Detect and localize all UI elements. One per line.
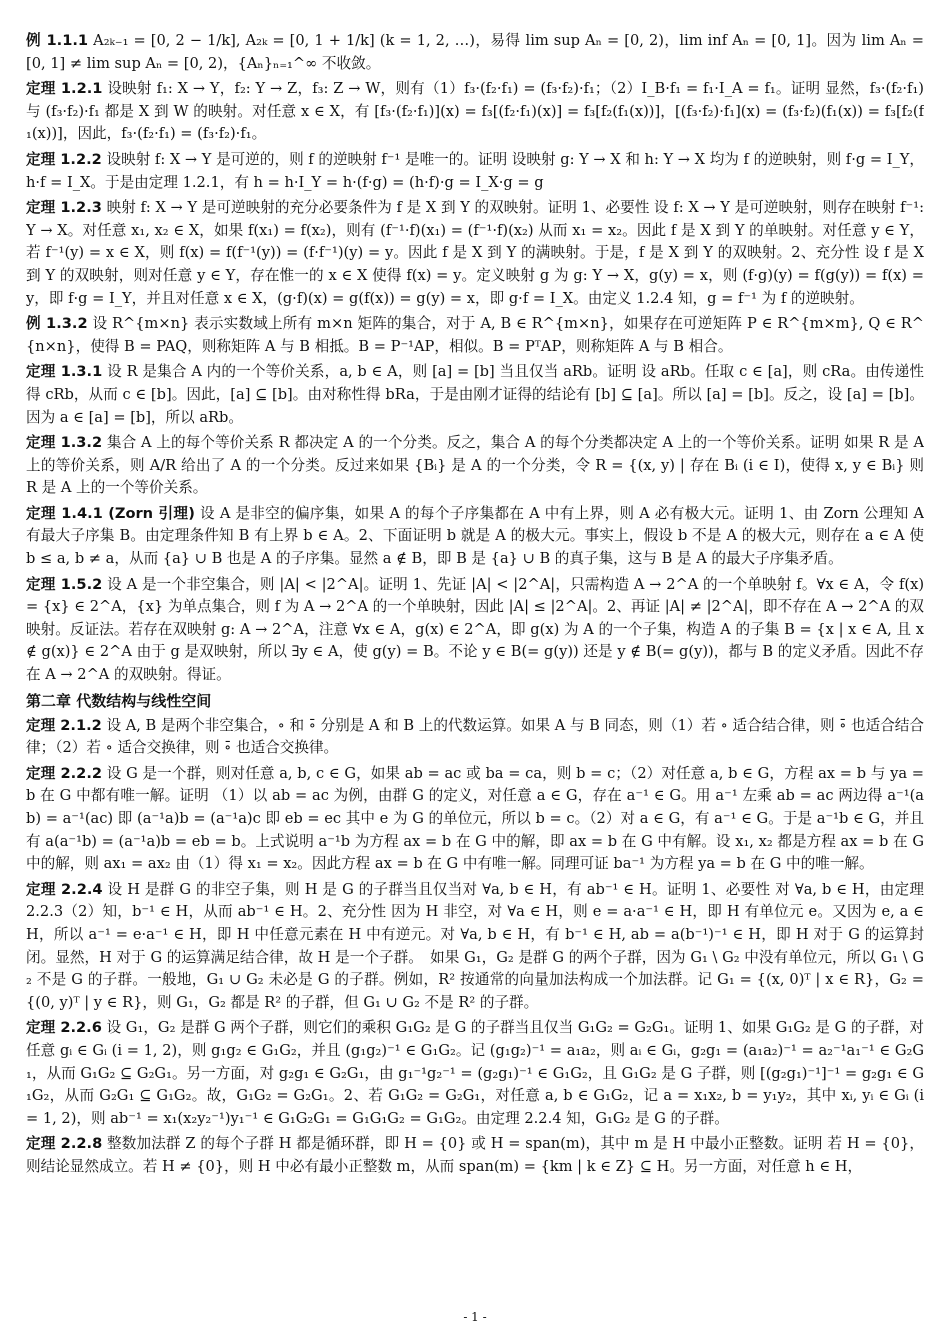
- theorem-text: A₂ₖ₋₁ = [0, 2 − 1/k], A₂ₖ = [0, 1 + 1/k] (k = 1, 2, …)，易得 lim sup Aₙ = [0, 2)，lim inf Aₙ = [0, 1]。因为 lim Aₙ = [0, 1] ≠ lim sup Aₙ = [0, 2)，{Aₙ}ₙ₌₁^∞ 不收敛。: [26, 32, 924, 72]
- theorem-text: 映射 f: X → Y 是可逆映射的充分必要条件为 f 是 X 到 Y 的双映射。证明 1、必要性 设 f: X → Y 是可逆映射，则存在映射 f⁻¹: Y → X。对任意 x₁, x₂ ∈ X，如果 f(x₁) = f(x₂)，则有 (f⁻¹·f)(x₁) = (f⁻¹·f)(x₂) 从而 x₁ = x₂。因此 f 是 X 到 Y 的单映射。对任意 y ∈ Y，若 f⁻¹(y) = x ∈ X，则 f(x) = f(f⁻¹(y)) = (f·f⁻¹)(y) = y。因此 f 是 X 到 Y 的满映射。于是，f 是 X 到 Y 的双映射。2、充分性 设 f 是 X 到 Y 的双映射，则对任意 y ∈ Y，存在惟一的 x ∈ X 使得 f(x) = y。定义映射 g 为 g: Y → X，g(y) = x，则 (f·g)(y) = f(g(y)) = f(x) = y，即 f·g = I_Y，并且对任意 x ∈ X，(g·f)(x) = g(f(x)) = g(y) = x，即 g·f = I_X。由定义 1.2.4 知，g = f⁻¹ 为 f 的逆映射。: [26, 199, 924, 307]
- theorem-text: 设 G 是一个群，则对任意 a, b, c ∈ G，如果 ab = ac 或 ba = ca，则 b = c；（2）对任意 a, b ∈ G，方程 ax = b 与 ya = b 在 G 中都有唯一解。证明 （1）以 ab = ac 为例，由群 G 的定义，对任意 a ∈ G，存在 a⁻¹ ∈ G。用 a⁻¹ 左乘 ab = ac 两边得 a⁻¹(ab) = a⁻¹(ac) 即 (a⁻¹a)b = (a⁻¹a)c 即 eb = ec 其中 e 为 G 的单位元，所以 b = c。（2）对 a ∈ G，有 a⁻¹ ∈ G。于是 a⁻¹b ∈ G，并且有 a(a⁻¹b) = (a⁻¹a)b = eb = b。上式说明 a⁻¹b 为方程 ax = b 在 G 中的解，即 ax = b 在 G 中有解。设 x₁, x₂ 都是方程 ax = b 在 G 中的解，则 ax₁ = ax₂ 由（1）得 x₁ = x₂。因此方程 ax = b 在 G 中有唯一解。同理可证 ba⁻¹ 为方程 ya = b 在 G 中的唯一解。: [26, 764, 924, 873]
- theorem-paragraph: [26, 432, 924, 500]
- theorem-paragraph: [26, 30, 924, 75]
- theorem-label: 定理 1.5.2: [26, 575, 103, 593]
- theorem-paragraph: [26, 763, 924, 876]
- theorem-label: 例 1.3.2: [26, 315, 88, 333]
- theorem-paragraph: [26, 197, 924, 310]
- theorem-label: 定理 1.3.1: [26, 363, 103, 381]
- theorem-paragraph: [26, 503, 924, 571]
- chapter-heading: 第二章 代数结构与线性空间: [26, 691, 212, 710]
- theorem-text: 设映射 f: X → Y 是可逆的，则 f 的逆映射 f⁻¹ 是唯一的。证明 设映射 g: Y → X 和 h: Y → X 均为 f 的逆映射，则 f·g = I_Y，h·f = I_X。于是由定理 1.2.1，有 h = h·I_Y = h·(f·g) = (h·f)·g = I_X·g = g: [26, 150, 924, 191]
- theorem-paragraph: [26, 78, 924, 146]
- theorem-paragraph: [26, 574, 924, 687]
- theorem-paragraph: [26, 879, 924, 1015]
- theorem-paragraph: [26, 715, 924, 760]
- theorem-text: 设 G₁，G₂ 是群 G 两个子群，则它们的乘积 G₁G₂ 是 G 的子群当且仅当 G₁G₂ = G₂G₁。证明 1、如果 G₁G₂ 是 G 的子群，对任意 gᵢ ∈ Gᵢ (i = 1, 2)，则 g₁g₂ ∈ G₁G₂，并且 (g₁g₂)⁻¹ ∈ G₁G₂。记 (g₁g₂)⁻¹ = a₁a₂，则 aᵢ ∈ Gᵢ，g₂g₁ = (a₁a₂)⁻¹ = a₂⁻¹a₁⁻¹ ∈ G₂G₁，从而 G₁G₂ ⊆ G₂G₁。另一方面，对 g₂g₁ ∈ G₂G₁，由 g₁⁻¹g₂⁻¹ = (g₂g₁)⁻¹ ∈ G₁G₂，且 G₁G₂ 是 G 子群，则 [(g₂g₁)⁻¹]⁻¹ = g₂g₁ ∈ G₁G₂，从而 G₂G₁ ⊆ G₁G₂。故，G₁G₂ = G₂G₁。2、若 G₁G₂ = G₂G₁，对任意 a, b ∈ G₁G₂，记 a = x₁x₂, b = y₁y₂，其中 xᵢ, yᵢ ∈ Gᵢ (i = 1, 2)，则 ab⁻¹ = x₁(x₂y₂⁻¹)y₁⁻¹ ∈ G₁G₂G₁ = G₁G₁G₂ = G₁G₂。由定理 2.2.4 知，G₁G₂ 是 G 的子群。: [26, 1019, 924, 1127]
- theorem-label: 定理 2.1.2: [26, 716, 102, 734]
- theorem-label: 定理 2.2.4: [26, 880, 103, 898]
- theorem-text: 设 H 是群 G 的非空子集，则 H 是 G 的子群当且仅当对 ∀a, b ∈ H，有 ab⁻¹ ∈ H。证明 1、必要性 对 ∀a, b ∈ H，由定理 2.2.3（2）知，b⁻¹ ∈ H，从而 ab⁻¹ ∈ H。2、充分性 因为 H 非空，对 ∀a ∈ H，则 e = a·a⁻¹ ∈ H，即 H 有单位元 e。又因为 e, a ∈ H，所以 a⁻¹ = e·a⁻¹ ∈ H，即 H 中任意元素在 H 中有逆元。对 ∀a, b ∈ H，有 b⁻¹ ∈ H, ab = a(b⁻¹)⁻¹ ∈ H，即 H 对于 G 的运算封闭。显然，H 对于 G 的运算满足结合律，故 H 是一个子群。 如果 G₁，G₂ 是群 G 的两个子群，因为 G₁ \ G₂ 中没有单位元，所以 G₁ \ G₂ 不是 G 的子群。一般地，G₁ ∪ G₂ 未必是 G 的子群。例如，R² 按通常的向量加法构成一个加法群。记 G₁ = {(x, 0)ᵀ | x ∈ R}，G₂ = {(0, y)ᵀ | y ∈ R}，则 G₁，G₂ 都是 R² 的子群，但 G₁ ∪ G₂ 不是 R² 的子群。: [26, 880, 924, 1011]
- theorem-paragraph: [26, 1017, 924, 1130]
- theorem-label: 定理 2.2.2: [26, 764, 103, 782]
- theorem-label: 定理 1.2.3: [26, 199, 102, 217]
- theorem-label: 例 1.1.1: [26, 32, 89, 49]
- theorem-text: 设映射 f₁: X → Y，f₂: Y → Z，f₃: Z → W，则有（1）f₃·(f₂·f₁) = (f₃·f₂)·f₁；（2）I_B·f₁ = f₁·I_A = f₁。证明 显然，f₃·(f₂·f₁) 与 (f₃·f₂)·f₁ 都是 X 到 W 的映射。对任意 x ∈ X，有 [f₃·(f₂·f₁)](x) = f₃[(f₂·f₁)(x)] = f₃[f₂(f₁(x))]，[(f₃·f₂)·f₁](x) = (f₃·f₂)(f₁(x)) = f₃[f₂(f₁(x))]，因此，f₃·(f₂·f₁) = (f₃·f₂)·f₁。: [26, 80, 924, 143]
- theorem-paragraph: [26, 1133, 924, 1178]
- theorem-label: 定理 1.2.2: [26, 150, 102, 168]
- theorem-label: 定理 2.2.6: [26, 1019, 102, 1037]
- theorem-label: 定理 1.4.1 (Zorn 引理): [26, 504, 195, 522]
- theorem-text: 设 R 是集合 A 内的一个等价关系，a, b ∈ A，则 [a] = [b] 当且仅当 aRb。证明 设 aRb。任取 c ∈ [a]，则 cRa。由传递性得 cRb，从而 c ∈ [b]。因此，[a] ⊆ [b]。由对称性得 bRa，于是由刚才证得的结论有 [b] ⊆ [a]。所以 [a] = [b]。反之，设 [a] = [b]。因为 a ∈ [a] = [b]，所以 aRb。: [26, 363, 924, 426]
- theorem-paragraph: [26, 313, 924, 358]
- theorem-label: 定理 2.2.8: [26, 1135, 103, 1153]
- theorem-text: 整数加法群 Z 的每个子群 H 都是循环群，即 H = {0} 或 H = span(m)，其中 m 是 H 中最小正整数。证明 若 H = {0}，则结论显然成立。若 H ≠ {0}，则 H 中必有最小正整数 m，从而 span(m) = {km | k ∈ Z} ⊆ H。另一方面，对任意 h ∈ H，: [26, 1135, 924, 1175]
- theorem-paragraph: [26, 361, 924, 429]
- theorem-label: 定理 1.3.2: [26, 434, 103, 452]
- theorem-paragraph: [26, 149, 924, 194]
- page-number: - 1 -: [463, 1310, 487, 1324]
- theorem-text: 设 A, B 是两个非空集合，∘ 和 ∘̄ 分别是 A 和 B 上的代数运算。如果 A 与 B 同态，则（1）若 ∘ 适合结合律，则 ∘̄ 也适合结合律；（2）若 ∘ 适合交换律，则 ∘̄ 也适合交换律。: [26, 716, 924, 757]
- theorem-label: 定理 1.2.1: [26, 80, 103, 98]
- theorem-text: 设 A 是一个非空集合，则 |A| < |2^A|。证明 1、先证 |A| < |2^A|，只需构造 A → 2^A 的一个单映射 f。∀x ∈ A，令 f(x) = {x} ∈ 2^A，{x} 为单点集合，则 f 为 A → 2^A 的一个单映射，因此 |A| ≤ |2^A|。2、再证 |A| ≠ |2^A|，即不存在 A → 2^A 的双映射。反证法。若存在双映射 g: A → 2^A，注意 ∀x ∈ A，g(x) ∈ 2^A，即 g(x) 为 A 的一个子集，构造 A 的子集 B = {x | x ∈ A, 且 x ∉ g(x)} ∈ 2^A 由于 g 是双映射，所以 ∃y ∈ A，使 g(y) = B。不论 y ∈ B(= g(y)) 还是 y ∉ B(= g(y))，都与 B 的定义矛盾。因此不存在 A → 2^A 的双映射。得证。: [26, 575, 924, 684]
- theorem-text: 设 R^{m×n} 表示实数域上所有 m×n 矩阵的集合，对于 A, B ∈ R^{m×n}，如果存在可逆矩阵 P ∈ R^{m×m}, Q ∈ R^{n×n}，使得 B = PAQ，则称矩阵 A 与 B 相抵。B = P⁻¹AP，相似。B = PᵀAP，则称矩阵 A 与 B 相合。: [26, 315, 924, 355]
- theorem-text: 集合 A 上的每个等价关系 R 都决定 A 的一个分类。反之，集合 A 的每个分类都决定 A 上的一个等价关系。证明 如果 R 是 A 上的等价关系，则 A/R 给出了 A 的一个分类。反过来如果 {Bᵢ} 是 A 的一个分类，令 R = {(x, y) | 存在 Bᵢ (i ∈ I)，使得 x, y ∈ Bᵢ} 则 R 是 A 上的一个等价关系。: [26, 434, 924, 497]
- theorem-text: 设 A 是非空的偏序集，如果 A 的每个子序集都在 A 中有上界，则 A 必有极大元。证明 1、由 Zorn 公理知 A 有最大子序集 B。由定理条件知 B 有上界 b ∈ A。2、下面证明 b 就是 A 的极大元。事实上，假设 b 不是 A 的极大元，则存在 a ∈ A 使 b ≤ a, b ≠ a，从而 {a} ∪ B 也是 A 的子序集。显然 a ∉ B，即 B 是 {a} ∪ B 的真子集，这与 B 是 A 的最大子序集矛盾。: [26, 504, 924, 568]
- document-body: [26, 30, 924, 1312]
